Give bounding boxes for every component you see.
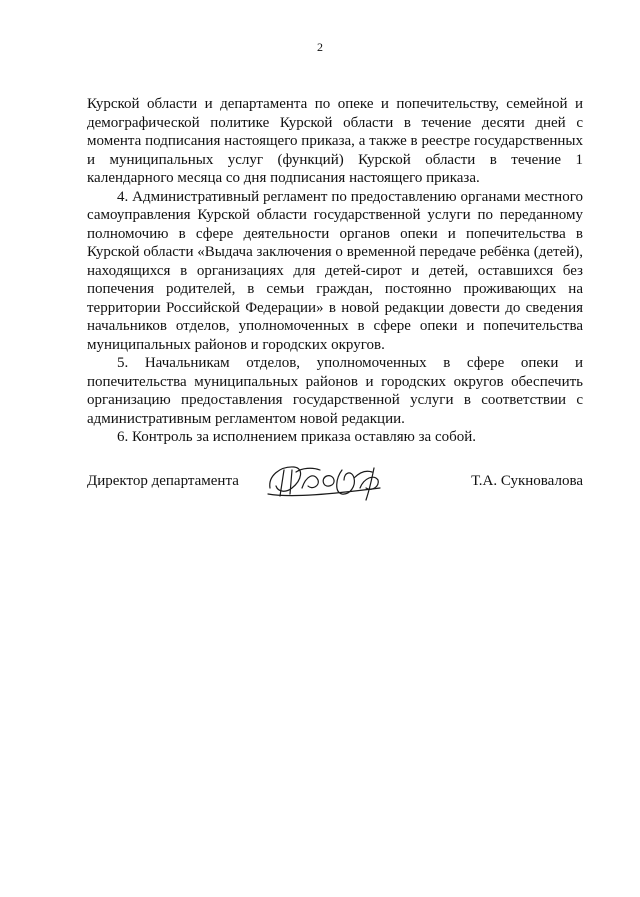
paragraph-item-4: 4. Административный регламент по предоставлению органами местного самоуправления Курской области государственной услуги по переданному полномочию в сфере деятельности органов опеки и попечительства в Курской области «Выдача заключения о временной передаче ребёнка (детей), находящихся в организациях для детей-сирот и детей, оставшихся без попечения родителей, в семьи граждан, постоянно проживающих на территории Российской Федерации» в новой редакции довести до сведения начальников отделов, уполномоченных в сфере опеки и попечительства муниципальных районов и городских округов.	[87, 188, 583, 353]
paragraph-item-5: 5. Начальникам отделов, уполномоченных в сфере опеки и попечительства муниципальных районов и городских округов обеспечить организацию предоставления государственной услуги в соответствии с административным регламентом новой редакции.	[87, 355, 583, 427]
paragraph-item-6: 6. Контроль за исполнением приказа оставляю за собой.	[117, 429, 477, 445]
paragraph-continuation: Курской области и департамента по опеке и попечительству, семейной и демографической политике Курской области в течение десяти дней с момента подписания настоящего приказа, а также в реестре государственных и муниципальных услуг (функций) Курской области в течение 1 календарного месяца со дня подписания настоящего приказа.	[87, 96, 583, 186]
signatory-name: Т.А. Сукновалова	[471, 473, 583, 489]
document-body	[87, 95, 583, 447]
signatory-title: Директор департамента	[87, 473, 239, 489]
handwritten-signature	[262, 458, 397, 504]
signature-block	[87, 458, 583, 518]
page-number: 2	[317, 40, 323, 54]
